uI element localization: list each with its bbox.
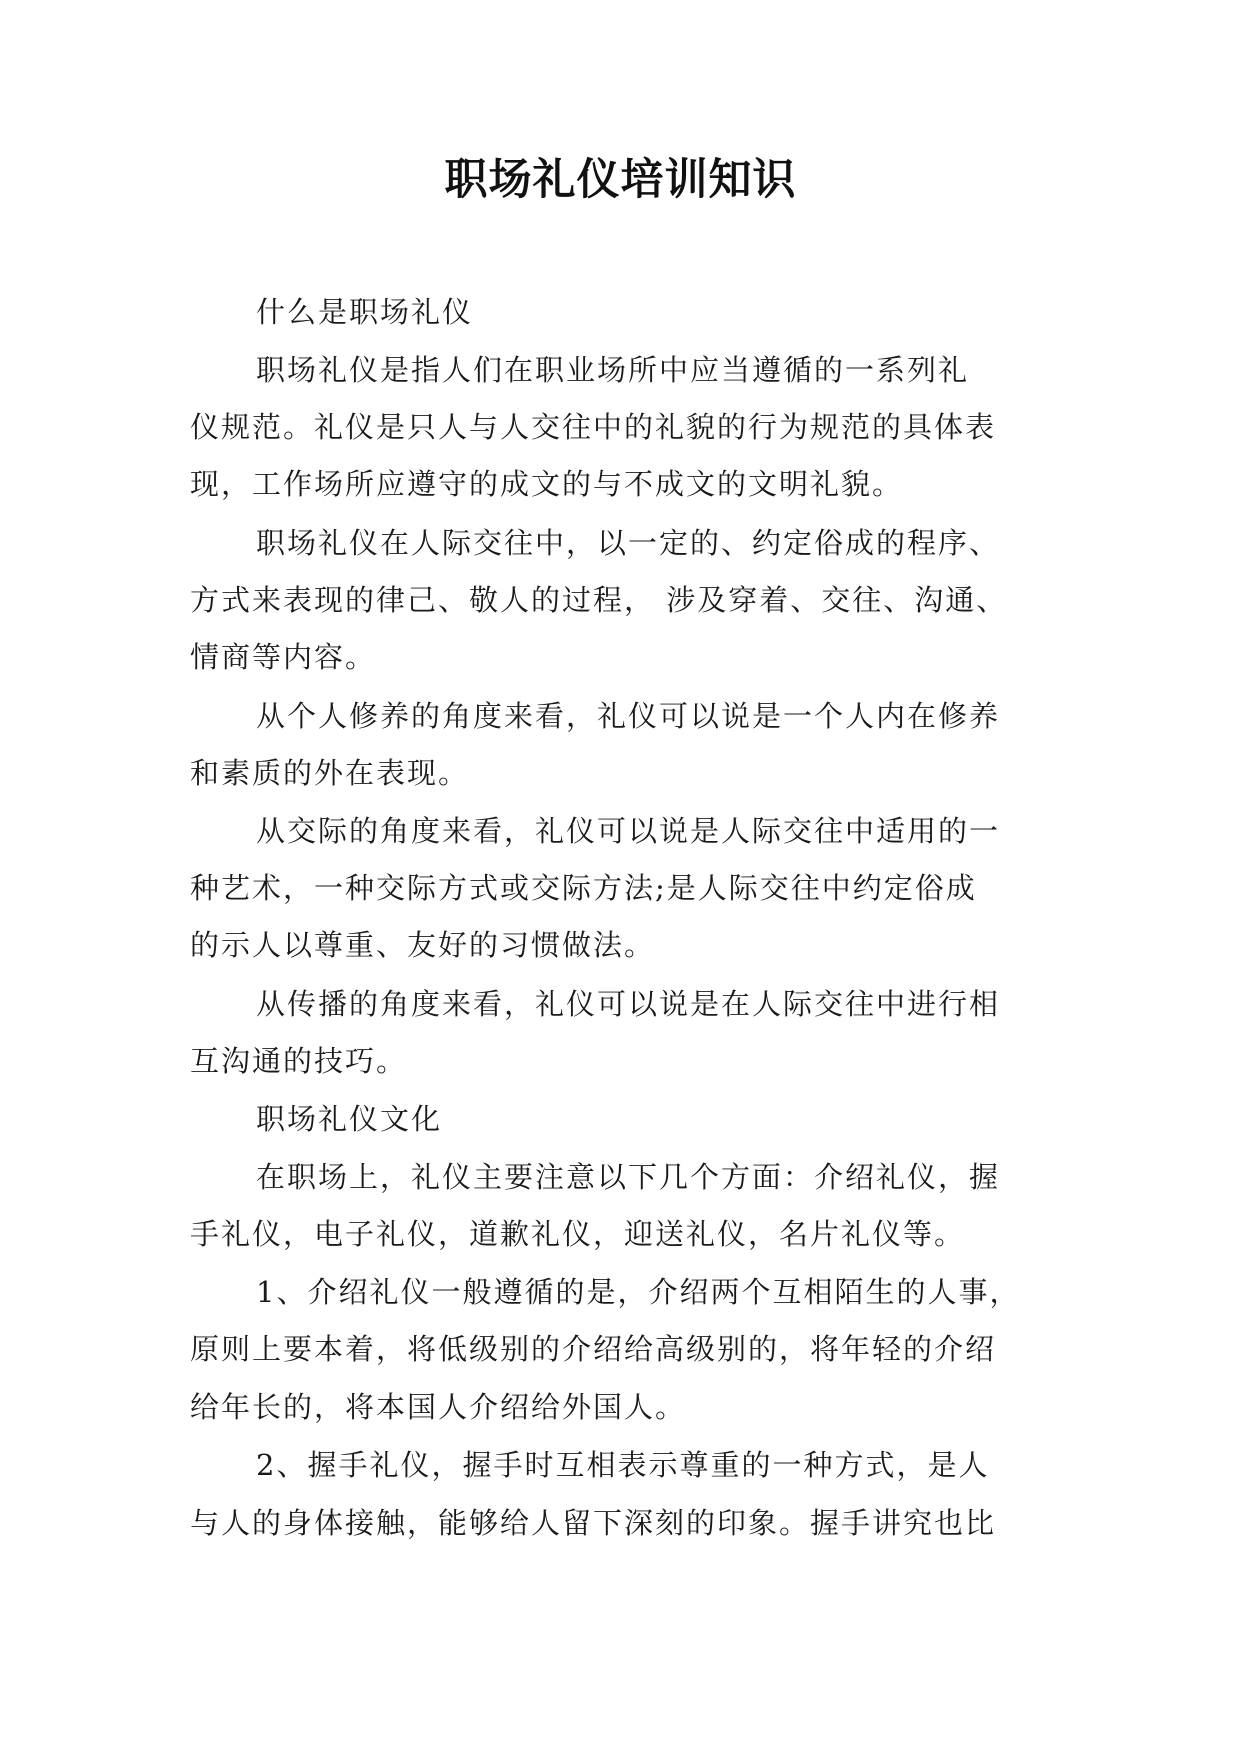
paragraph-line: 种艺术，一种交际方式或交际方法;是人际交往中约定俗成: [190, 871, 977, 905]
paragraph-line: 手礼仪，电子礼仪，道歉礼仪，迎送礼仪，名片礼仪等。: [190, 1217, 966, 1251]
paragraph-line: 的示人以尊重、友好的习惯做法。: [190, 928, 656, 962]
paragraph-line: 和素质的外在表现。: [190, 756, 470, 790]
paragraph-line: 与人的身体接触，能够给人留下深刻的印象。握手讲究也比: [190, 1506, 997, 1540]
paragraph-line: 在职场上，礼仪主要注意以下几个方面：介绍礼仪，握: [256, 1160, 1001, 1194]
paragraph-line: 现，工作场所应遵守的成文的与不成文的文明礼貌。: [190, 467, 904, 501]
paragraph-line: 2、握手礼仪，握手时互相表示尊重的一种方式，是人: [256, 1448, 990, 1482]
paragraph-line: 从个人修养的角度来看，礼仪可以说是一个人内在修养: [256, 699, 1001, 733]
paragraph-line: 从交际的角度来看，礼仪可以说是人际交往中适用的一: [256, 814, 1001, 848]
paragraph-line: 1、介绍礼仪一般遵循的是，介绍两个互相陌生的人事，: [256, 1275, 1021, 1309]
paragraph-line: 情商等内容。: [190, 640, 377, 674]
paragraph-line: 方式来表现的律己、敬人的过程， 涉及穿着、交往、沟通、: [190, 583, 1008, 617]
paragraph-line: 给年长的，将本国人介绍给外国人。: [190, 1390, 687, 1424]
section-heading: 职场礼仪文化: [256, 1102, 443, 1136]
paragraph-line: 职场礼仪是指人们在职业场所中应当遵循的一系列礼: [256, 353, 970, 387]
paragraph-line: 仪规范。礼仪是只人与人交往中的礼貌的行为规范的具体表: [190, 410, 997, 444]
paragraph-line: 原则上要本着，将低级别的介绍给高级别的，将年轻的介绍: [190, 1332, 997, 1366]
paragraph-line: 从传播的角度来看，礼仪可以说是在人际交往中进行相: [256, 987, 1001, 1021]
section-heading: 什么是职场礼仪: [256, 295, 474, 329]
paragraph-line: 互沟通的技巧。: [190, 1044, 408, 1078]
paragraph-line: 职场礼仪在人际交往中，以一定的、约定俗成的程序、: [256, 526, 1001, 560]
document-title: 职场礼仪培训知识: [444, 155, 797, 205]
